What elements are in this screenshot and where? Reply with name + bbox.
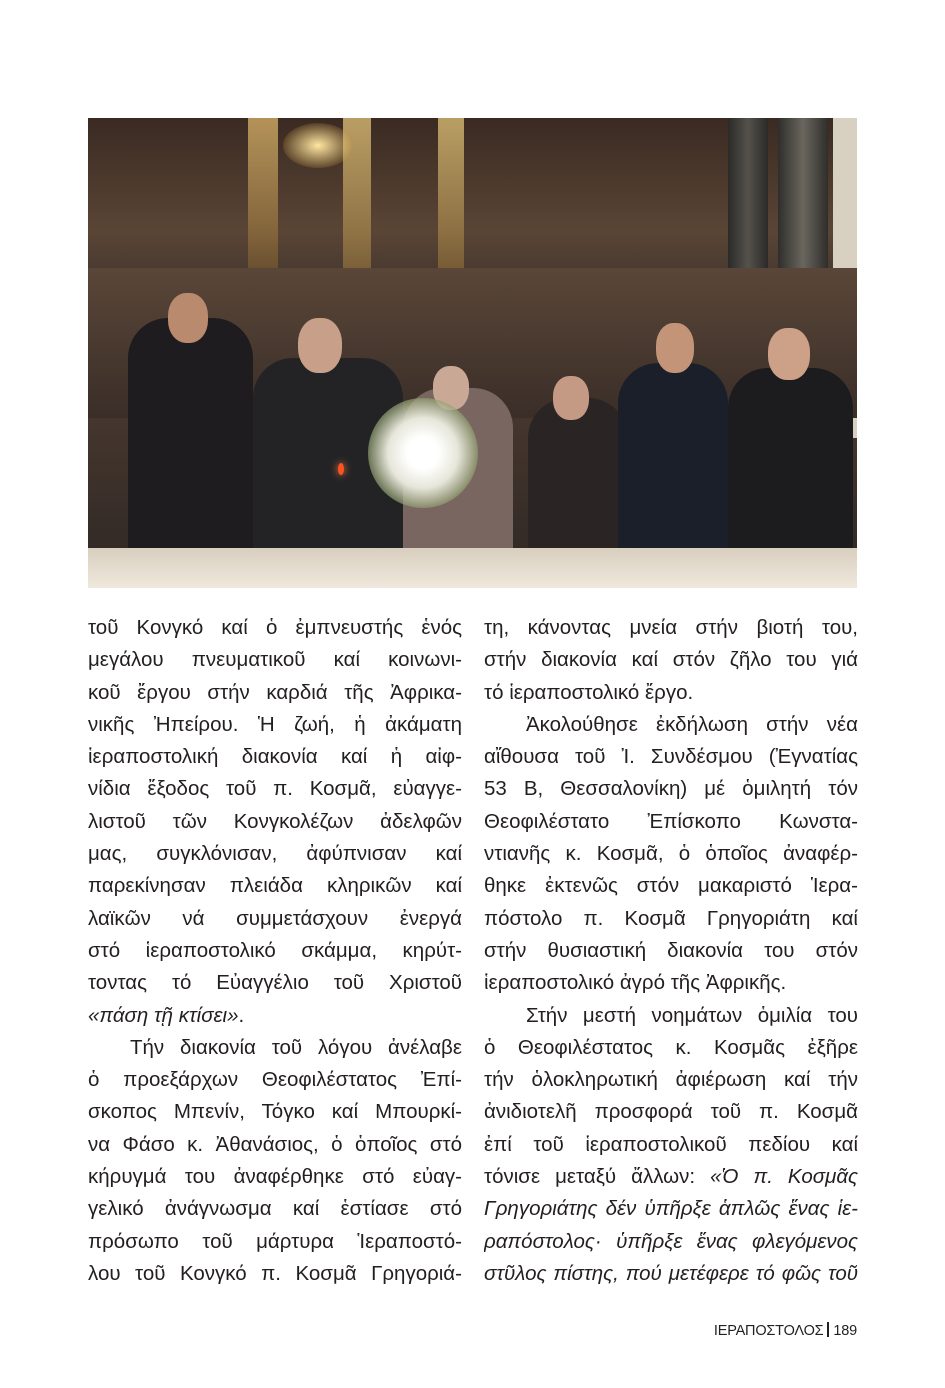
- text-line: [88, 1193, 462, 1225]
- italic-quote-text: «πάση τῇ κτίσει»: [88, 1003, 239, 1027]
- text-line: [484, 1161, 858, 1193]
- white-flowers: [368, 398, 478, 508]
- text-line: [484, 967, 858, 999]
- text-line: [88, 1226, 462, 1258]
- text-line: [484, 1226, 858, 1258]
- body-text: γελικό ἀνάγνωσμα καί ἑστίασε στό: [88, 1197, 462, 1221]
- text-line: [484, 903, 858, 935]
- text-line: [88, 1064, 462, 1096]
- person-face: [168, 293, 208, 343]
- text-line: [484, 1258, 858, 1290]
- left-text-column: [88, 612, 462, 1290]
- body-text: Τήν διακονία τοῦ λόγου ἀνέλαβε: [130, 1035, 462, 1059]
- text-line: [484, 677, 858, 709]
- text-line: [88, 644, 462, 676]
- text-line: [88, 677, 462, 709]
- page-footer: [714, 1322, 857, 1339]
- text-line: [484, 612, 858, 644]
- body-text: Θεοφιλέστατο Ἐπίσκοπο Κωνστα-: [484, 809, 858, 833]
- text-line: [484, 741, 858, 773]
- text-line: [88, 903, 462, 935]
- text-line: [484, 1000, 858, 1032]
- text-line: [88, 870, 462, 902]
- body-text: ὁ προεξάρχων Θεοφιλέστατος Ἐπί-: [88, 1068, 462, 1092]
- body-text: στήν διακονία καί στόν ζῆλο του γιά: [484, 648, 858, 672]
- body-text: Στήν μεστή νοημάτων ὁμιλία του: [526, 1003, 858, 1027]
- window-light: [248, 118, 278, 268]
- body-text: ἐπί τοῦ ἱεραποστολικοῦ πεδίου καί: [484, 1132, 858, 1156]
- body-text: ὁ Θεοφιλέστατος κ. Κοσμᾶς ἐξῆρε: [484, 1035, 858, 1059]
- divider: [827, 1322, 829, 1337]
- text-line: [88, 612, 462, 644]
- body-text: παρεκίνησαν πλειάδα κληρικῶν καί: [88, 874, 462, 898]
- text-line: [484, 644, 858, 676]
- body-text: νικῆς Ἠπείρου. Ἡ ζωή, ἡ ἀκάματη: [88, 712, 462, 736]
- body-text: ἱεραποστολικό ἀγρό τῆς Ἀφρικῆς.: [484, 971, 787, 995]
- text-line: [88, 773, 462, 805]
- italic-quote-text: ραπόστολος· ὑπῆρξε ἕνας φλεγόμενος: [484, 1229, 858, 1253]
- altar-rail: [88, 548, 857, 588]
- text-line: [484, 709, 858, 741]
- body-text: ντιανῆς κ. Κοσμᾶ, ὁ ὁποῖος ἀναφέρ-: [484, 842, 858, 866]
- person-face: [298, 318, 342, 373]
- body-text: τοῦ Κονγκό καί ὁ ἐμπνευστής ἑνός: [88, 616, 462, 639]
- text-line: [88, 709, 462, 741]
- body-text: τη, κάνοντας μνεία στήν βιοτή του,: [484, 616, 858, 639]
- body-text: ἱεραποστολική διακονία καί ἡ αἰφ-: [88, 745, 462, 769]
- text-line: [484, 1193, 858, 1225]
- body-text: 53 Β, Θεσσαλονίκη) μέ ὁμιλητή τόν: [484, 777, 858, 801]
- body-text: κοῦ ἔργου στήν καρδιά τῆς Ἀφρικα-: [88, 680, 462, 704]
- body-text: μεγάλου πνευματικοῦ καί κοινωνι-: [88, 648, 462, 672]
- text-line: [88, 935, 462, 967]
- body-text: τήν ὁλοκληρωτική ἀφιέρωση καί τήν: [484, 1068, 858, 1092]
- magazine-name: ΙΕΡΑΠΟΣΤΟΛΟΣ: [713, 1323, 824, 1339]
- body-text: πόστολο π. Κοσμᾶ Γρηγοριάτη καί: [484, 906, 858, 930]
- window-light: [438, 118, 464, 268]
- body-text: πρόσωπο τοῦ μάρτυρα Ἱεραποστό-: [88, 1229, 462, 1253]
- person-face: [768, 328, 810, 380]
- text-line: [88, 806, 462, 838]
- right-text-column: [484, 612, 858, 1290]
- body-text: τόνισε μεταξύ ἄλλων:: [484, 1165, 711, 1189]
- body-text: κήρυγμά του ἀναφέρθηκε στό εὐαγ-: [88, 1165, 462, 1189]
- body-text: να Φάσο κ. Ἀθανάσιος, ὁ ὁποῖος στό: [88, 1132, 462, 1156]
- text-line: [88, 1000, 462, 1032]
- text-line: [484, 1129, 858, 1161]
- body-text: Ἀκολούθησε ἐκδήλωση στήν νέα: [526, 712, 858, 736]
- body-text: μας, συγκλόνισαν, ἀφύπνισαν καί: [88, 842, 462, 866]
- italic-quote-text: στῦλος πίστης, πού μετέφερε τό φῶς τοῦ: [484, 1261, 858, 1285]
- body-text: νίδια ἔξοδος τοῦ π. Κοσμᾶ, εὐαγγε-: [88, 777, 462, 801]
- text-line: [88, 1096, 462, 1128]
- text-line: [484, 1064, 858, 1096]
- text-line: [88, 838, 462, 870]
- text-line: [484, 935, 858, 967]
- text-line: [88, 967, 462, 999]
- page-number: 189: [833, 1323, 857, 1339]
- text-line: [88, 1161, 462, 1193]
- body-text: λιστοῦ τῶν Κονγκολέζων ἀδελφῶν: [88, 809, 462, 833]
- text-line: [484, 1032, 858, 1064]
- text-line: [88, 1258, 462, 1290]
- body-text: λου τοῦ Κονγκό π. Κοσμᾶ Γρηγοριά-: [88, 1261, 462, 1285]
- text-line: [88, 1129, 462, 1161]
- chandelier: [283, 123, 353, 168]
- church-event-photo: [88, 118, 857, 588]
- body-text: στό ἱεραποστολικό σκάμμα, κηρύτ-: [88, 938, 462, 962]
- body-text: τοντας τό Εὐαγγέλιο τοῦ Χριστοῦ: [88, 971, 462, 995]
- text-line: [88, 1032, 462, 1064]
- candle-flame: [338, 463, 344, 475]
- body-text: σκοπος Μπενίν, Τόγκο καί Μπουρκί-: [88, 1100, 462, 1124]
- body-text: στήν θυσιαστική διακονία του στόν: [484, 938, 858, 962]
- text-line: [484, 1096, 858, 1128]
- text-line: [88, 741, 462, 773]
- text-line: [484, 806, 858, 838]
- body-text: αἴθουσα τοῦ Ἰ. Συνδέσμου (Ἐγνατίας: [484, 745, 858, 769]
- text-line: [484, 773, 858, 805]
- body-text: .: [238, 1003, 245, 1027]
- text-line: [484, 870, 858, 902]
- body-text: θηκε ἐκτενῶς στόν μακαριστό Ἱερα-: [484, 874, 858, 898]
- italic-quote-text: Γρηγοριάτης δέν ὑπῆρξε ἁπλῶς ἕνας ἱε-: [484, 1197, 858, 1221]
- person-face: [656, 323, 694, 373]
- body-text: λαϊκῶν νά συμμετάσχουν ἐνεργά: [88, 906, 462, 930]
- body-text: τό ἱεραποστολικό ἔργο.: [484, 680, 694, 704]
- italic-quote-text: «Ὁ π. Κοσμᾶς: [710, 1165, 858, 1189]
- body-text: ἀνιδιοτελῆ προσφορά τοῦ π. Κοσμᾶ: [484, 1100, 858, 1124]
- text-line: [484, 838, 858, 870]
- person-face: [553, 376, 589, 420]
